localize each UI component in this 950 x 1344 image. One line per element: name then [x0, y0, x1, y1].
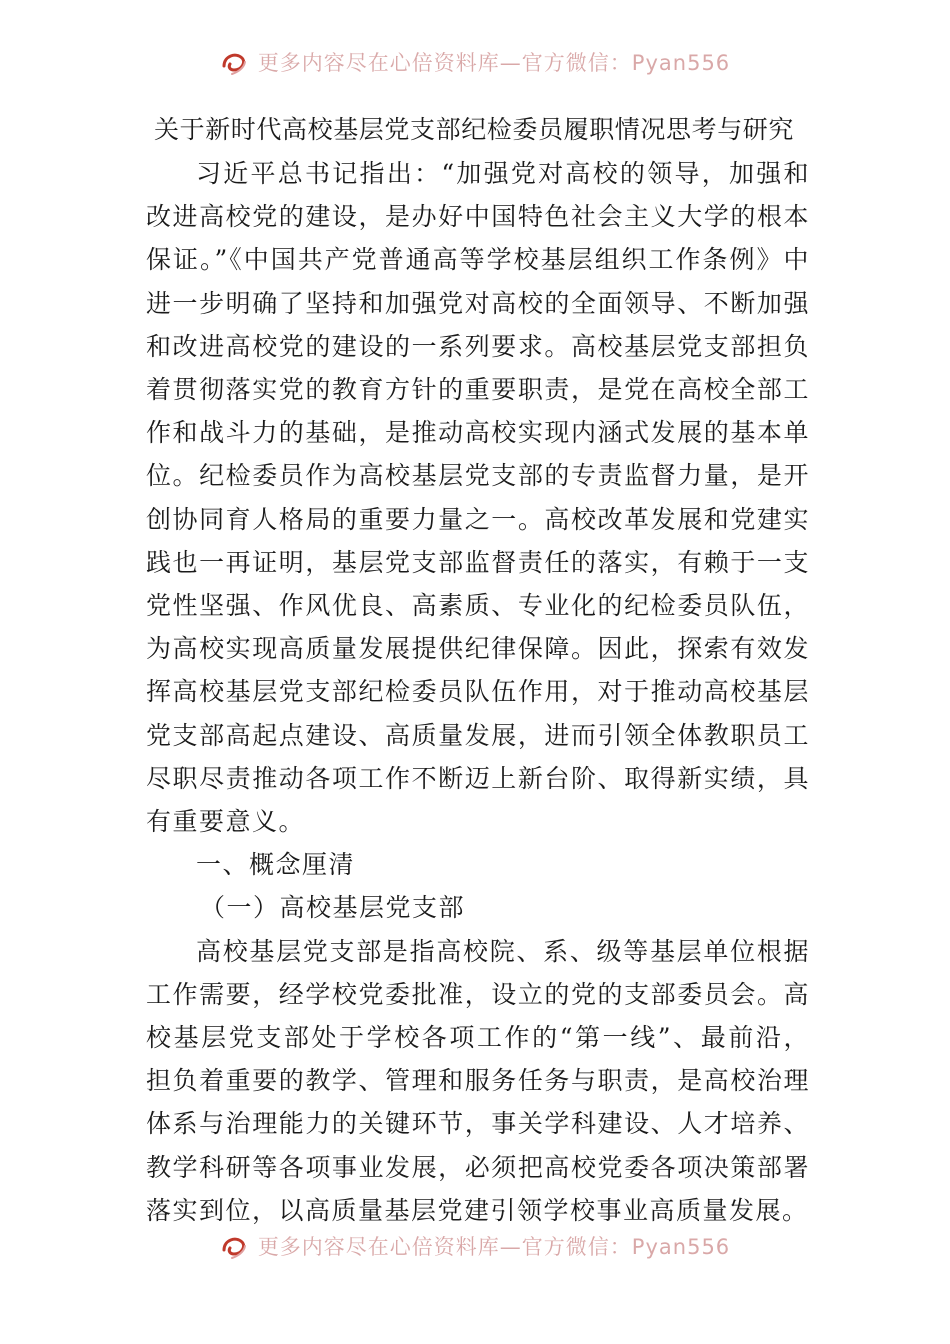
document-body	[146, 108, 810, 1232]
header-watermark-banner	[0, 42, 950, 82]
footer-watermark-text: 更多内容尽在心倍资料库—官方微信：Pyan556	[257, 1235, 731, 1259]
brand-swirl-icon	[220, 1232, 248, 1260]
footer-watermark-banner	[0, 1226, 950, 1266]
body-paragraph: 高校基层党支部是指高校院、系、级等基层单位根据工作需要，经学校党委批准，设立的党的支部委员会。高校基层党支部处于学校各项工作的“第一线”、最前沿，担负着重要的教学、管理和服务任务与职责，是高校治理体系与治理能力的关键环节，事关学科建设、人才培养、教学科研等各项事业发展，必须把高校党委各项决策部署落实到位，以高质量基层党建引领学校事业高质量发展。	[146, 936, 810, 1225]
document-title: 关于新时代高校基层党支部纪检委员履职情况思考与研究	[154, 115, 795, 144]
brand-swirl-icon	[220, 48, 248, 76]
section-heading: 一、概念厘清	[196, 850, 356, 880]
header-watermark-text: 更多内容尽在心倍资料库—官方微信：Pyan556	[257, 51, 731, 75]
subsection-heading: （一）高校基层党支部	[200, 893, 466, 923]
intro-paragraph: 习近平总书记指出：“加强党对高校的领导，加强和改进高校党的建设，是办好中国特色社会主义大学的根本保证。”《中国共产党普通高等学校基层组织工作条例》中进一步明确了坚持和加强党对高校的全面领导、不断加强和改进高校党的建设的一系列要求。高校基层党支部担负着贯彻落实党的教育方针的重要职责，是党在高校全部工作和战斗力的基础，是推动高校实现内涵式发展的基本单位。纪检委员作为高校基层党支部的专责监督力量，是开创协同育人格局的重要力量之一。高校改革发展和党建实践也一再证明，基层党支部监督责任的落实，有赖于一支党性坚强、作风优良、高素质、专业化的纪检委员队伍，为高校实现高质量发展提供纪律保障。因此，探索有效发挥高校基层党支部纪检委员队伍作用，对于推动高校基层党支部高起点建设、高质量发展，进而引领全体教职员工尽职尽责推动各项工作不断迈上新台阶、取得新实绩，具有重要意义。	[146, 159, 810, 837]
